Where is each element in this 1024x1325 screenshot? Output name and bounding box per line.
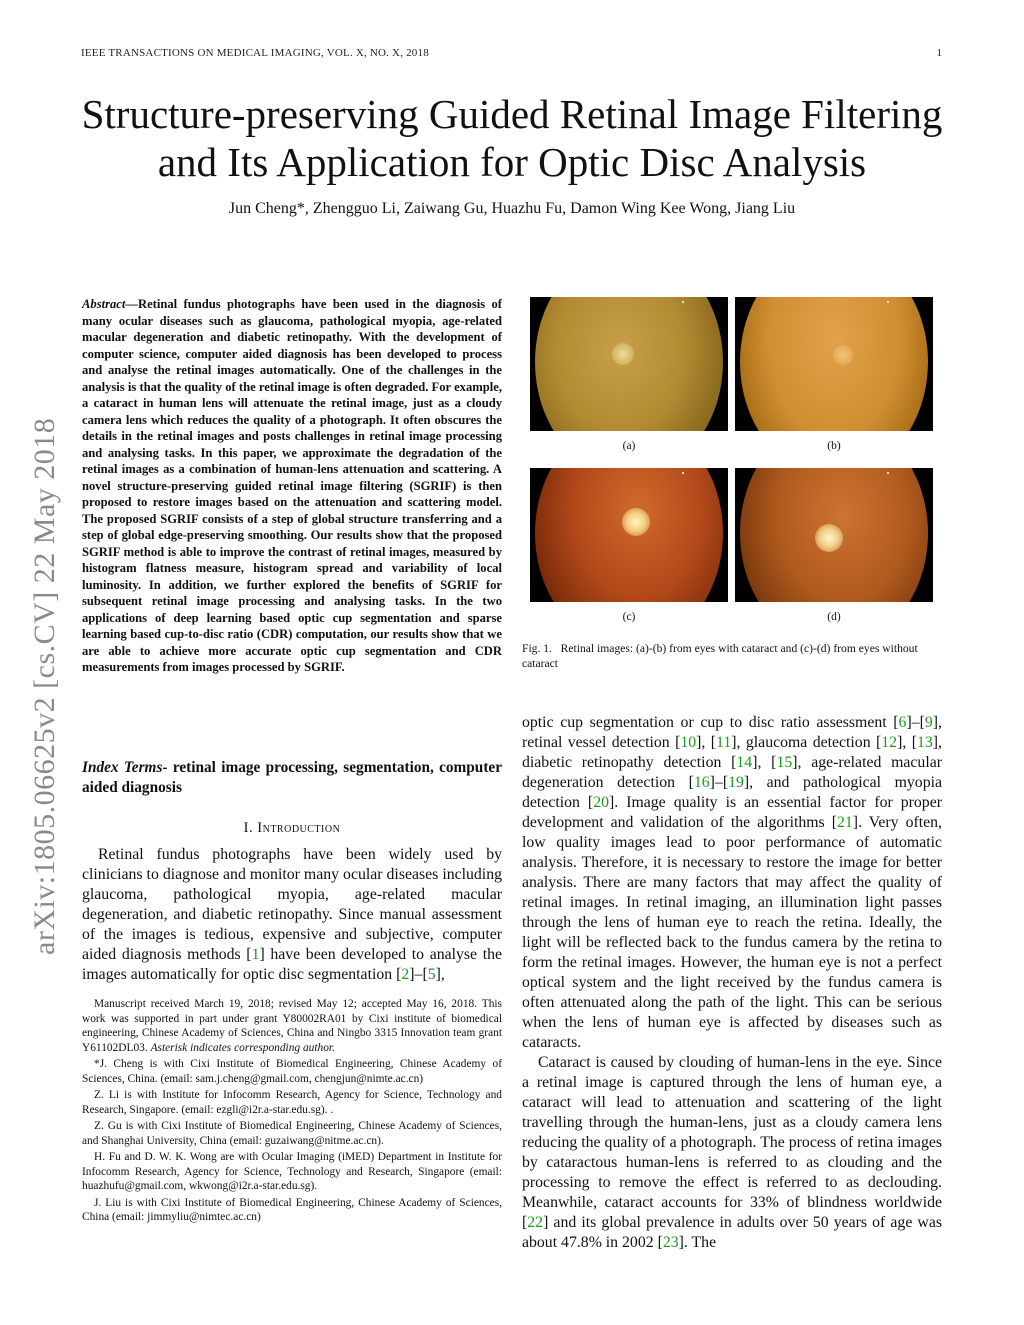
footnote-manuscript	[82, 997, 502, 1055]
abstract-label: Abstract	[82, 297, 126, 311]
text: , age-related macular degeneration detection	[522, 754, 942, 791]
text: . The	[683, 1234, 717, 1251]
figure-caption	[522, 641, 942, 671]
citation-link[interactable]: 5	[427, 966, 436, 983]
text: , retinal vessel detection	[522, 714, 942, 751]
page-number: 1	[936, 47, 942, 59]
intro-text-2: have been developed to analyse the images automatically for optic disc segmentation	[82, 946, 502, 983]
index-terms-label: Index Terms	[82, 759, 163, 776]
citation-link[interactable]: 23	[662, 1234, 679, 1251]
fundus-image-a	[530, 297, 728, 431]
footnote-liu: J. Liu is with Cixi Institute of Biomedical Engineering, Chinese Academy of Sciences, China (email: jimmyliu@nimtec.ac.cn)	[82, 1196, 502, 1223]
citation-link[interactable]: 21	[837, 814, 853, 831]
section-heading	[82, 820, 502, 837]
footnote-italic: Asterisk indicates corresponding author.	[150, 1041, 335, 1054]
title-line-2: and Its Application for Optic Disc Analysis	[157, 139, 867, 185]
subcaption-c: (c)	[622, 611, 636, 623]
section-number: I.	[243, 820, 254, 836]
intro-text-3: ,	[440, 966, 445, 983]
citation-link[interactable]: 14	[736, 754, 753, 771]
dash: –	[414, 966, 423, 983]
citation-link[interactable]: 20	[593, 794, 609, 811]
citation-link[interactable]: 9	[924, 714, 933, 731]
section-title: Introduction	[257, 820, 341, 836]
citation-link[interactable]: 15	[776, 754, 793, 771]
paragraph-continuation: optic cup segmentation or cup to disc ratio assessment [6]–[9], retinal vessel detection [10], [11], glaucoma detection [12], [13], diabetic retinopathy detection [14], [15], age-related macular degeneration detection [16]–[19], and pathological myopia detection [20]. Image quality is an essential factor for proper development and validation of the algorithms [21]. Very often, low quality images lead to poor performance of automatic analysis. Therefore, it is necessary to restore the image for better analysis. There are many factors that may affect the quality of retinal images. In retinal imaging, an illumination light passes through the lens of human eye to reach the retina. Ideally, the light will be reflected back to the fundus camera by the retina to form the retinal images. However, the human eye is not a perfect optical system and the light received by the fundus camera is often attenuated along the path of the light. This can be serious when the lens of human eye is affected by diseases such as cataracts.	[522, 714, 943, 1051]
text: Cataract is caused by clouding of human-lens in the eye. Since a retinal image is captured through the lens of human eye, a cataract will lead to attenuation and scattering of the light travelling through the human-lens, just as a cloudy camera lens reducing the quality of a photograph. The process of retina images by cataractous human-lens is referred to as clouding and the processing to remove the effect is referred to as declouding. Meanwhile, cataract accounts for 33% of blindness worldwide	[522, 1054, 942, 1211]
citation-link[interactable]: 19	[728, 774, 744, 791]
paper-title	[60, 90, 964, 186]
fundus-image-b	[735, 297, 933, 431]
citation-link[interactable]: 1	[251, 946, 260, 963]
fundus-image-d	[735, 468, 933, 602]
text: ,	[701, 734, 711, 751]
dash: –	[911, 714, 920, 731]
fundus-image-c	[530, 468, 728, 602]
dash: –	[714, 774, 723, 791]
subcaption-d: (d)	[827, 611, 841, 623]
citation-link[interactable]: 13	[916, 734, 933, 751]
right-column-text	[522, 713, 942, 1253]
text: . Image quality is an essential factor for proper development and validation of the algorithms	[522, 794, 942, 831]
footnote-cheng: *J. Cheng is with Cixi Institute of Biomedical Engineering, Chinese Academy of Sciences, China. (email: sam.j.cheng@gmail.com, chengjun@nimte.ac.cn)	[82, 1058, 502, 1085]
subcaption-a: (a)	[622, 440, 636, 452]
paragraph-cataract: Cataract is caused by clouding of human-lens in the eye. Since a retinal image is captured through the lens of human eye, a cataract will lead to attenuation and scattering of the light travelling through the human-lens, just as a cloudy camera lens reducing the quality of a photograph. The process of retina images by cataractous human-lens is referred to as clouding and the processing to remove the effect is referred to as declouding. Meanwhile, cataract accounts for 33% of blindness worldwide [22] and its global prevalence in adults over 50 years of age was about 47.8% in 2002 [23]. The	[522, 1054, 942, 1251]
footnote-gu: Z. Gu is with Cixi Institute of Biomedical Engineering, Chinese Academy of Sciences, and Shanghai University, China (email: guzaiwang@nitme.ac.cn).	[82, 1120, 502, 1147]
citation-link[interactable]: 10	[680, 734, 697, 751]
citation-link[interactable]: 2	[401, 966, 410, 983]
figure-label: Fig. 1.	[522, 642, 552, 655]
running-head: IEEE TRANSACTIONS ON MEDICAL IMAGING, VOL. X, NO. X, 2018	[81, 47, 429, 59]
title-line-1: Structure-preserving Guided Retinal Image Filtering	[81, 91, 943, 137]
footnotes	[82, 997, 502, 1227]
arxiv-stamp: arXiv:1805.06625v2 [cs.CV] 22 May 2018	[28, 417, 61, 955]
text: , diabetic retinopathy detection	[522, 734, 942, 771]
index-terms-text: - retinal image processing, segmentation, computer aided diagnosis	[82, 759, 502, 796]
footnote-fu-wong: H. Fu and D. W. K. Wong are with Ocular Imaging (iMED) Department in Institute for Infocomm Research, Agency for Science, Technology and Research, Singapore (email: huazhufu@gmail.com, wkwong@i2r.a-star.edu.sg).	[82, 1151, 502, 1192]
text: , and pathological myopia detection	[522, 774, 943, 811]
citation-link[interactable]: 6	[898, 714, 907, 731]
index-terms	[82, 758, 502, 798]
citation-link[interactable]: 11	[716, 734, 732, 751]
intro-paragraph: Retinal fundus photographs have been widely used by clinicians to diagnose and monitor many ocular diseases including glaucoma, pathological myopia, age-related macular degeneration, and diabetic retinopathy. Since manual assessment of the images is tedious, expensive and subjective, computer aided diagnosis methods [1] have been developed to analyse the images automatically for optic disc segmentation [2]–[5],	[82, 846, 502, 983]
author-list: Jun Cheng*, Zhengguo Li, Zaiwang Gu, Huazhu Fu, Damon Wing Kee Wong, Jiang Liu	[228, 200, 796, 217]
text: ,	[902, 734, 912, 751]
intro-text-1: Retinal fundus photographs have been widely used by clinicians to diagnose and monitor many ocular diseases including glaucoma, pathological myopia, age-related macular degeneration, and diabetic retinopathy. Since manual assessment of the images is tedious, expensive and subjective, computer aided diagnosis methods	[82, 846, 502, 963]
text: optic cup segmentation or cup to disc ratio assessment	[522, 714, 894, 731]
text: ,	[757, 754, 772, 771]
abstract	[82, 296, 502, 676]
citation-link[interactable]: 12	[881, 734, 898, 751]
abstract-text: —Retinal fundus photographs have been used in the diagnosis of many ocular diseases such as glaucoma, pathological myopia, age-related macular degeneration and diabetic retinopathy. With the development of computer science, computer aided diagnosis has been developed to process and analyse the retinal images automatically. One of the challenges in the analysis is that the quality of the retinal image is often degraded. For example, a cataract in human lens will attenuate the retinal image, just as a cloudy camera lens which reduces the quality of a photograph. It often obscures the details in the retinal images and posts challenges in retinal image processing and analysing tasks. In this paper, we approximate the degradation of the retinal images as a combination of human-lens attenuation and scattering. A novel structure-preserving guided retinal image filtering (SGRIF) is then proposed to restore images based on the attenuation and scattering model. The proposed SGRIF consists of a step of global structure transferring and a step of global edge-preserving smoothing. Our results show that the proposed SGRIF method is able to improve the contrast of retinal images, measured by histogram flatness measure, histogram spread and variability of local luminosity. In addition, we further explored the benefits of SGRIF for subsequent retinal image processing and analysing tasks. In the two applications of deep learning based optic cup segmentation and sparse learning based cup-to-disc ratio (CDR) computation, our results show that we are able to achieve more accurate optic cup segmentation and CDR measurements from images processed by SGRIF.	[82, 297, 502, 674]
footnote-text: Manuscript received March 19, 2018; revised May 12; accepted May 16, 2018. This work was supported in part under grant Y80002RA01 by Cixi institute of biomedical engineering, Chinese Academy of Sciences, China and Ningbo 3315 Innovation team grant Y61102DL03.	[82, 998, 502, 1054]
text: . Very often, low quality images lead to poor performance of automatic analysis. Therefore, it is necessary to restore the image for better analysis. There are many factors that may affect the quality of retinal images. In retinal imaging, an illumination light passes through the lens of human eye to reach the retina. Ideally, the light will be reflected back to the fundus camera by the retina to form the retinal images. However, the human eye is not a perfect optical system and the light received by the fundus camera is often attenuated along the path of the light. This can be serious when the lens of human eye is affected by diseases such as cataracts.	[522, 814, 943, 1051]
citation-link[interactable]: 22	[527, 1214, 544, 1231]
subcaption-b: (b)	[827, 440, 841, 452]
text: and its global prevalence in adults over 50 years of age was about 47.8% in 2002	[522, 1214, 942, 1251]
citation-link[interactable]: 16	[693, 774, 710, 791]
figure-caption-text: Retinal images: (a)-(b) from eyes with cataract and (c)-(d) from eyes without cataract	[522, 642, 918, 670]
text: , glaucoma detection	[736, 734, 877, 751]
footnote-li: Z. Li is with Institute for Infocomm Research, Agency for Science, Technology and Research, Singapore. (email: ezgli@i2r.a-star.edu.sg). .	[82, 1089, 502, 1116]
